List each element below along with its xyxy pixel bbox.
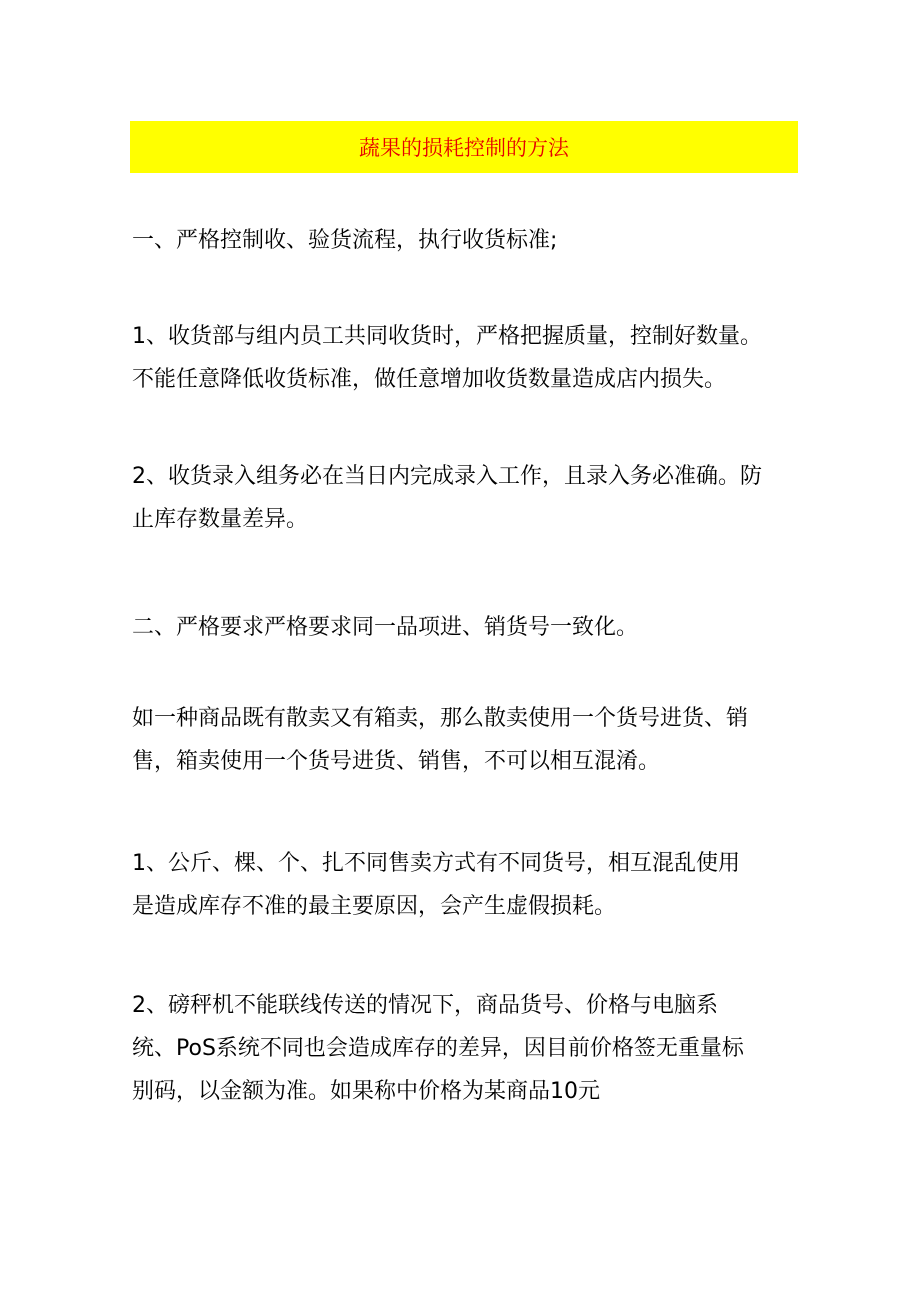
text-line: 二、严格要求严格要求同一品项进、销货号一致化。 [132,615,639,640]
paragraph-scale-system [132,984,802,1113]
section-heading-2 [132,606,802,649]
text-line: 2、收货录入组务必在当日内完成录入工作，且录入务必准确。防 [132,464,762,489]
text-line: 一、严格控制收、验货流程，执行收货标准; [132,228,558,253]
paragraph-bulk-vs-case [132,697,802,783]
document-title: 蔬果的损耗控制的方法 [359,136,569,160]
text-line: 统、PoS系统不同也会造成库存的差异，因目前价格签无重量标 [132,1036,744,1061]
section-heading-1 [132,219,802,262]
title-banner [130,121,798,173]
text-line: 2、磅秤机不能联线传送的情况下，商品货号、价格与电脑系 [132,993,718,1018]
paragraph-receiving-standards [132,315,802,401]
text-line: 不能任意降低收货标准，做任意增加收货数量造成店内损失。 [132,367,727,392]
text-line: 别码，以金额为准。如果称中价格为某商品10元 [132,1079,600,1104]
paragraph-sales-units [132,842,802,928]
paragraph-data-entry [132,455,802,541]
text-line: 是造成库存不准的最主要原因，会产生虚假损耗。 [132,894,617,919]
text-line: 1、收货部与组内员工共同收货时，严格把握质量，控制好数量。 [132,324,762,349]
text-line: 如一种商品既有散卖又有箱卖，那么散卖使用一个货号进货、销 [132,706,749,731]
text-line: 止库存数量差异。 [132,507,309,532]
text-line: 售，箱卖使用一个货号进货、销售，不可以相互混淆。 [132,749,661,774]
text-line: 1、公斤、棵、个、扎不同售卖方式有不同货号，相互混乱使用 [132,851,740,876]
